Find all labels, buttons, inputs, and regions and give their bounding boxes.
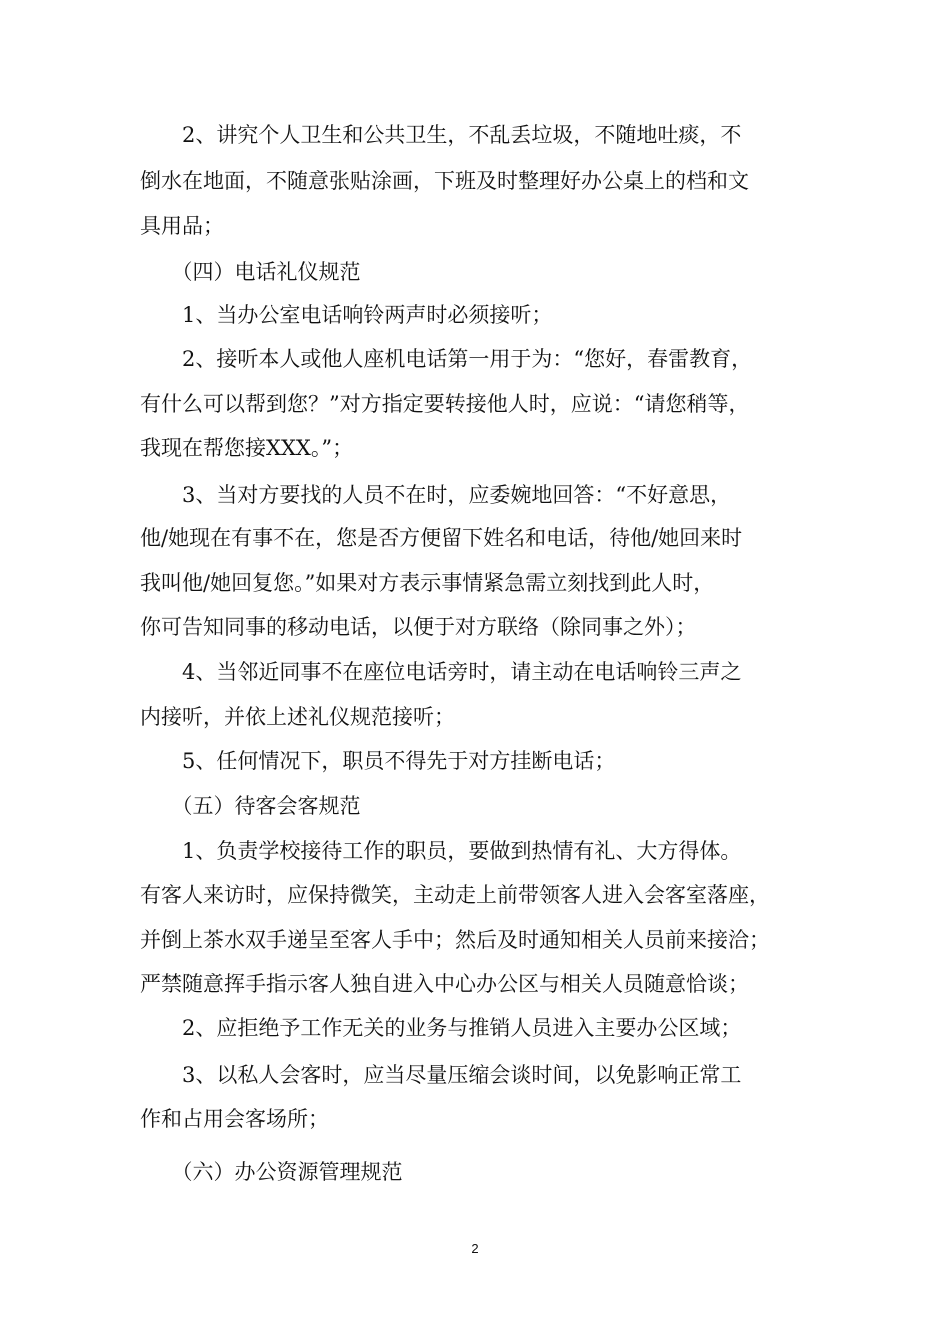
paragraph-line: 4、当邻近同事不在座位电话旁时，请主动在电话响铃三声之 [140,660,742,684]
section-heading: （五）待客会客规范 [140,794,361,818]
page-number: 2 [471,1241,479,1256]
paragraph-line: 内接听，并依上述礼仪规范接听； [140,705,455,729]
paragraph-line: 有什么可以帮到您？”对方指定要转接他人时，应说：“请您稍等， [140,392,750,416]
paragraph-line: 你可告知同事的移动电话，以便于对方联络（除同事之外）； [140,615,697,639]
paragraph-line: 倒水在地面，不随意张贴涂画，下班及时整理好办公桌上的档和文 [140,169,749,193]
paragraph-line: 2、接听本人或他人座机电话第一用于为：“您好，春雷教育， [140,347,753,371]
paragraph-line: 1、当办公室电话响铃两声时必须接听； [140,303,553,327]
paragraph-line: 我现在帮您接XXX。”； [140,436,354,460]
paragraph-line: 2、讲究个人卫生和公共卫生，不乱丢垃圾，不随地吐痰，不 [140,123,742,147]
paragraph-line: 作和占用会客场所； [140,1107,329,1131]
section-heading: （六）办公资源管理规范 [140,1160,403,1184]
paragraph-line: 他/她现在有事不在，您是否方便留下姓名和电话，待他/她回来时 [140,526,743,550]
paragraph-line: 有客人来访时，应保持微笑，主动走上前带领客人进入会客室落座， [140,883,770,907]
paragraph-line: 严禁随意挥手指示客人独自进入中心办公区与相关人员随意恰谈； [140,972,749,996]
paragraph-line: 我叫他/她回复您。”如果对方表示事情紧急需立刻找到此人时， [140,571,715,595]
paragraph-line: 具用品； [140,214,224,238]
paragraph-line: 1、负责学校接待工作的职员，要做到热情有礼、大方得体。 [140,839,742,863]
section-heading: （四）电话礼仪规范 [140,260,361,284]
paragraph-line: 3、当对方要找的人员不在时，应委婉地回答：“不好意思， [140,483,732,507]
paragraph-line: 2、应拒绝予工作无关的业务与推销人员进入主要办公区域； [140,1016,742,1040]
paragraph-line: 3、以私人会客时，应当尽量压缩会谈时间，以免影响正常工 [140,1063,742,1087]
paragraph-line: 5、任何情况下，职员不得先于对方挂断电话； [140,749,616,773]
paragraph-line: 并倒上茶水双手递呈至客人手中；然后及时通知相关人员前来接洽； [140,928,770,952]
